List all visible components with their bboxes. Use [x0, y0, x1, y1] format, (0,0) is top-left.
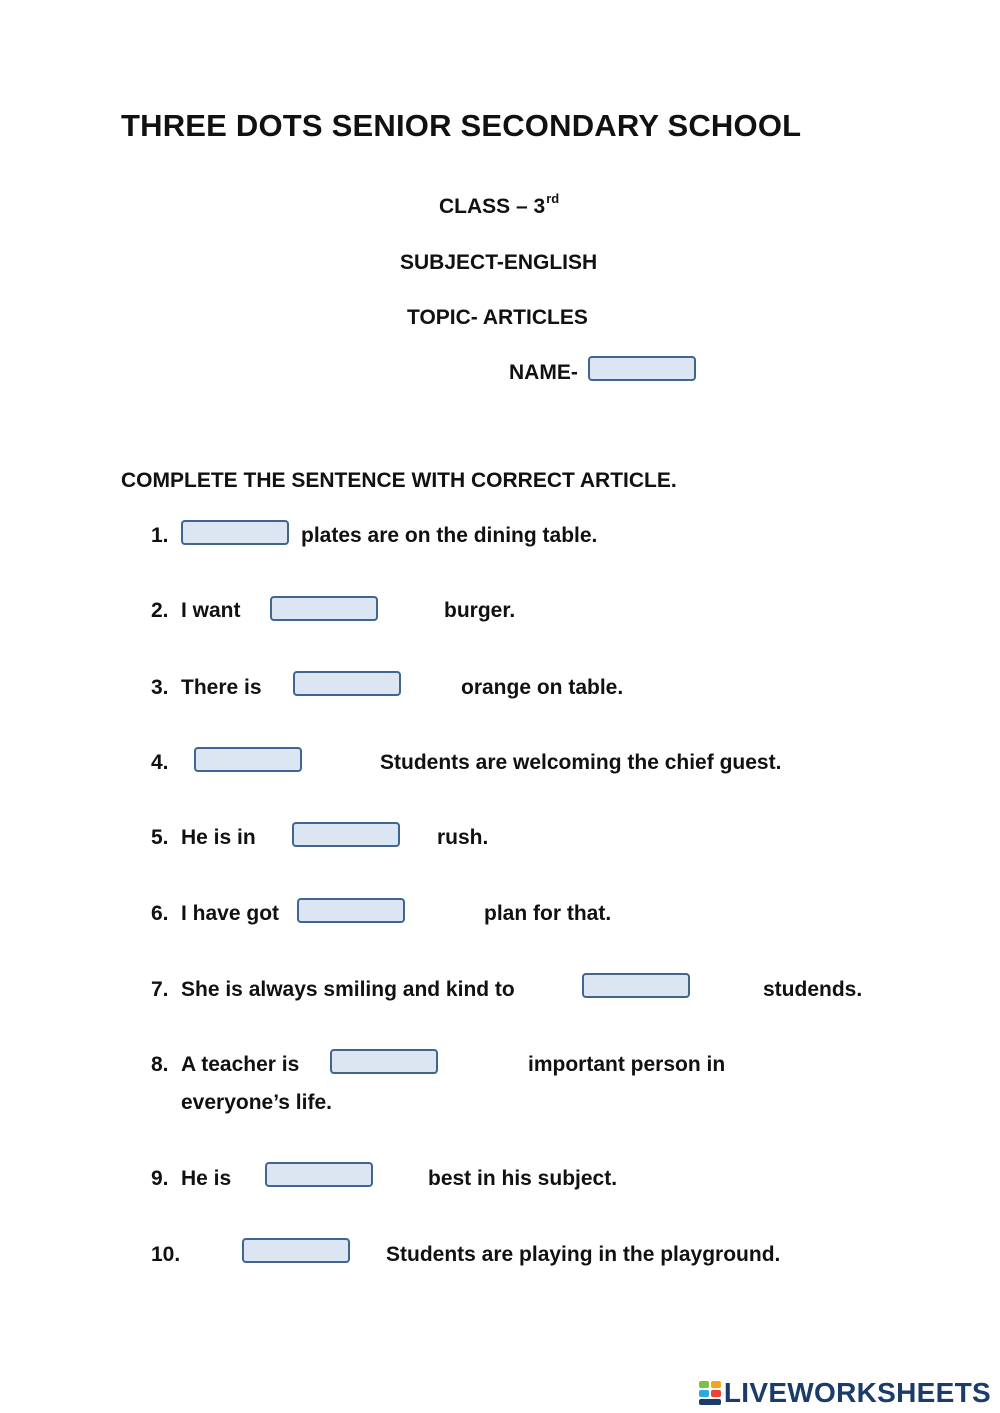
school-title: THREE DOTS SENIOR SECONDARY SCHOOL: [121, 108, 802, 143]
answer-input-5[interactable]: [292, 822, 400, 847]
answer-input-6[interactable]: [297, 898, 405, 923]
answer-input-8[interactable]: [330, 1049, 438, 1074]
question-text-after: rush.: [437, 826, 489, 849]
answer-input-10[interactable]: [242, 1238, 350, 1263]
question-number: 1.: [151, 524, 169, 547]
answer-input-4[interactable]: [194, 747, 302, 772]
question-text-before: He is: [181, 1167, 232, 1190]
class-text: CLASS – 3: [439, 195, 546, 218]
answer-input-2[interactable]: [270, 596, 378, 621]
question-text-after: plan for that.: [484, 902, 612, 925]
question-text-after: orange on table.: [461, 676, 624, 699]
question-text-after: plates are on the dining table.: [301, 524, 598, 547]
question-text-continued: everyone’s life.: [181, 1091, 332, 1114]
name-input[interactable]: [588, 356, 696, 381]
answer-input-3[interactable]: [293, 671, 401, 696]
question-text-before: I want: [181, 599, 241, 622]
answer-input-9[interactable]: [265, 1162, 373, 1187]
question-number: 9.: [151, 1167, 169, 1190]
question-number: 3.: [151, 676, 169, 699]
name-label: NAME-: [509, 361, 578, 384]
question-number: 7.: [151, 978, 169, 1001]
question-number: 5.: [151, 826, 169, 849]
class-label: [439, 191, 560, 219]
question-text-after: studends.: [763, 978, 863, 1001]
question-text-before: He is in: [181, 826, 256, 849]
question-text-before: She is always smiling and kind to: [181, 978, 515, 1001]
liveworksheets-logo: [699, 1376, 991, 1410]
question-number: 4.: [151, 751, 169, 774]
question-text-after: best in his subject.: [428, 1167, 618, 1190]
brand-name: LIVEWORKSHEETS: [723, 1377, 991, 1408]
question-number: 2.: [151, 599, 169, 622]
answer-input-7[interactable]: [582, 973, 690, 998]
question-text-before: There is: [181, 676, 262, 699]
question-text-before: I have got: [181, 902, 280, 925]
question-number: 8.: [151, 1053, 169, 1076]
question-text-after: Students are welcoming the chief guest.: [380, 751, 782, 774]
question-text-before: A teacher is: [181, 1053, 300, 1076]
question-text-after: burger.: [444, 599, 516, 622]
answer-input-1[interactable]: [181, 520, 289, 545]
liveworksheets-icon: [699, 1381, 721, 1405]
question-text-after: important person in: [528, 1053, 726, 1076]
question-text-after: Students are playing in the playground.: [386, 1243, 781, 1266]
question-number: 10.: [151, 1243, 181, 1266]
question-number: 6.: [151, 902, 169, 925]
class-superscript: rd: [546, 191, 560, 206]
instructions-heading: COMPLETE THE SENTENCE WITH CORRECT ARTICLE.: [121, 469, 677, 492]
subject-label: SUBJECT-ENGLISH: [400, 251, 598, 274]
topic-label: TOPIC- ARTICLES: [407, 306, 588, 329]
